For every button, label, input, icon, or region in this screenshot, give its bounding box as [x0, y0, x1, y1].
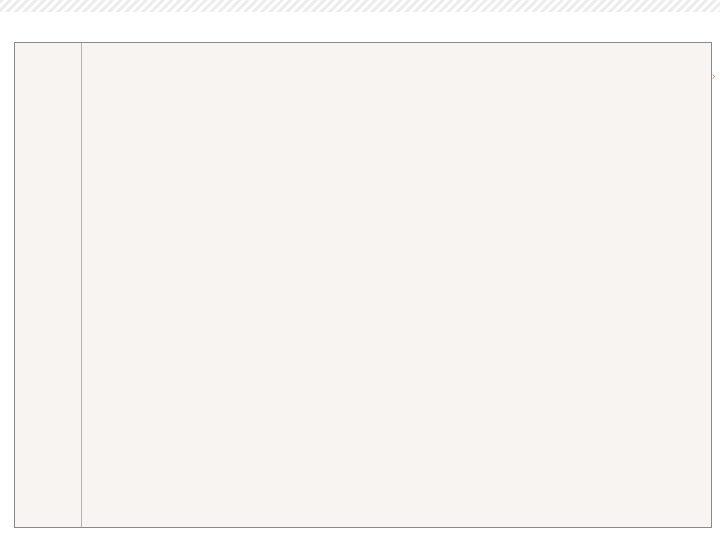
activity-table: [14, 42, 712, 528]
decorative-stripe: [0, 0, 720, 12]
column-separator: [81, 43, 82, 527]
arrow-marker-icon: ›: [712, 71, 716, 82]
